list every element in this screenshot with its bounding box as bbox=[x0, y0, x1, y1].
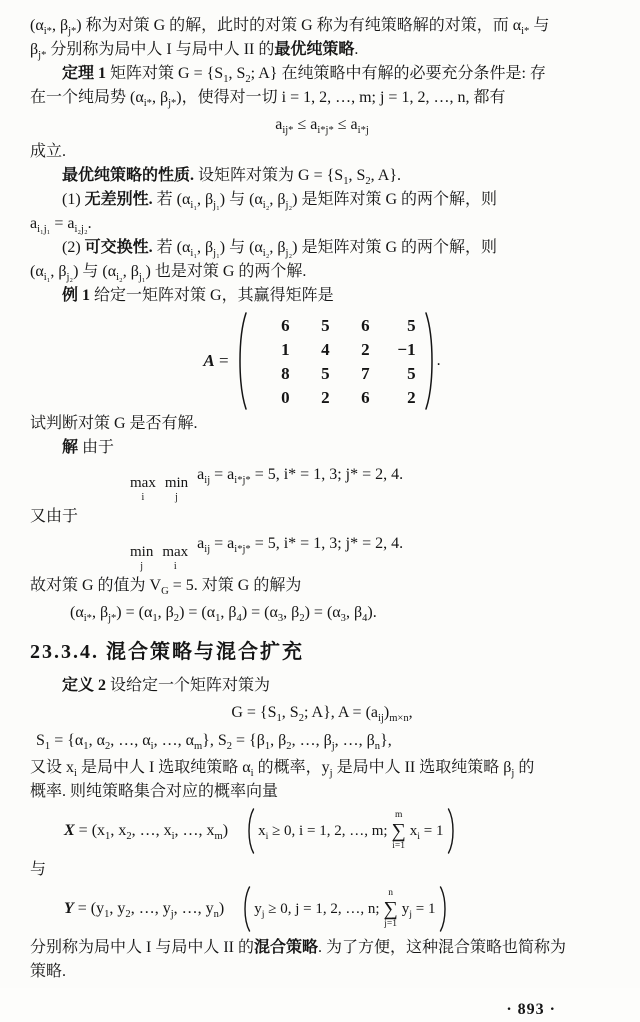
matrix-paren-right-icon bbox=[424, 311, 437, 411]
closing-line-1-pre: 分别称为局中人 I 与局中人 II 的 bbox=[30, 939, 254, 956]
closing-line-2: 策略. bbox=[30, 963, 67, 980]
payoff-matrix-block bbox=[30, 311, 614, 411]
matrix-values bbox=[248, 312, 424, 411]
theorem-1-line-1 bbox=[30, 62, 614, 86]
solutions-formula: ($\alpha_{i*}$, $\beta_{j*}) = (\alpha_1$, $\beta_2) = (\alpha_1$, $\beta_4) = (\alpha_3$, $\beta_2) = (\alpha_3$, $\beta_4$). bbox=[70, 604, 377, 625]
theorem-1-tail: 成立. bbox=[30, 143, 67, 160]
saddle-point-inequality: $a_{ij*} \le a_{i*j*} \le a_{i*j}$ bbox=[275, 116, 369, 137]
big-paren-right-icon bbox=[439, 885, 449, 933]
property-2-line-2: ($\alpha_{i_1}$, $\beta_{j_2}$) 与 ($\alpha_{i_2}$, $\beta_{j_1}$) 也是对策 G 的两个解. bbox=[30, 263, 307, 284]
maxmin-formula bbox=[30, 462, 614, 503]
theorem-1-text: 矩阵对策 $G = \{S_1$, $S_2$; A} 在纯策略中有解的必要充分条件是: 存 bbox=[106, 65, 546, 86]
max-operator: max i bbox=[162, 544, 189, 572]
x-condition-post: $x_i = 1$ bbox=[409, 823, 444, 842]
closing-line-1-post: . 为了方便，这种混合策略也简称为 bbox=[318, 939, 567, 956]
matrix-cell: 0 bbox=[281, 387, 290, 407]
page-number: · 893 · bbox=[506, 1001, 556, 1018]
properties-intro bbox=[30, 164, 614, 188]
matrix-cell: 5 bbox=[321, 363, 330, 383]
property-1-name: 无差别性. bbox=[84, 191, 153, 208]
max-operator: max i bbox=[130, 475, 156, 503]
definition-2-line bbox=[30, 674, 614, 698]
minmax-formula bbox=[30, 531, 614, 572]
optimal-pure-strategy-term: 最优纯策略 bbox=[274, 41, 355, 58]
x-vector-formula bbox=[30, 806, 614, 856]
property-1-line-1 bbox=[30, 188, 614, 212]
matrix-cell: 6 bbox=[361, 387, 370, 407]
summation-symbol: n ∑ j=1 bbox=[383, 887, 398, 929]
matrix-cell: 2 bbox=[407, 387, 416, 407]
matrix-paren-left-icon bbox=[235, 311, 248, 411]
closing-line-1 bbox=[30, 936, 614, 960]
y-condition-post: $y_j = 1$ bbox=[401, 901, 436, 920]
matrix-cell: 1 bbox=[281, 339, 290, 359]
x-symbol: X bbox=[64, 822, 75, 839]
matrix-cell: 5 bbox=[407, 363, 416, 383]
theorem-1-label: 定理 1 bbox=[62, 65, 107, 82]
also-line: 又由于 bbox=[30, 508, 79, 525]
property-2-text: 若 ($\alpha_{i_1}$, $\beta_{j_1}$) 与 ($\alpha_{i_2}$, $\beta_{j_2}$) 是矩阵对策 G 的两个解，则 bbox=[152, 239, 498, 260]
example-1-text: 给定一矩阵对策 G，其赢得矩阵是 bbox=[90, 287, 334, 304]
definition-2-text: 设给定一个矩阵对策为 bbox=[106, 677, 271, 694]
matrix-cell: 6 bbox=[361, 315, 370, 335]
properties-intro-rest: 设矩阵对策为 $G = \{S_1$, $S_2$, A}. bbox=[194, 167, 402, 188]
and-word: 与 bbox=[30, 861, 47, 878]
property-2-number: (2) bbox=[62, 239, 85, 256]
matrix-equals: = bbox=[214, 351, 229, 370]
intro-line-2 bbox=[30, 38, 614, 62]
probability-para-line-2: 概率. 则纯策略集合对应的概率向量 bbox=[30, 783, 279, 800]
example-question: 试判断对策 G 是否有解. bbox=[30, 415, 198, 432]
matrix-cell: 2 bbox=[361, 339, 370, 359]
game-definition-formula: $G = \{S_1$, $S_2$; A}, $A = (a_{ij})_{m\times n}$, bbox=[231, 704, 413, 725]
property-2-name: 可交换性. bbox=[84, 239, 153, 256]
example-1-line bbox=[30, 284, 614, 308]
matrix-symbol-A: A bbox=[203, 351, 215, 370]
solution-intro-text: 由于 bbox=[78, 439, 115, 456]
y-vector-formula bbox=[30, 884, 614, 934]
y-symbol: Y bbox=[64, 900, 74, 917]
matrix-cell: 4 bbox=[321, 339, 330, 359]
matrix-cell: 2 bbox=[321, 387, 330, 407]
game-value-line: 故对策 G 的值为 $V_G = 5$. 对策 G 的解为 bbox=[30, 577, 302, 598]
property-1-line-2: $a_{i_1j_1} = a_{i_2j_2}$. bbox=[30, 215, 92, 236]
matrix-cell: −1 bbox=[397, 339, 416, 359]
summation-symbol: m ∑ i=1 bbox=[391, 809, 406, 851]
y-vector-lhs: $Y = (y_1$, $y_2$, …, $y_j$, …, $y_n$) bbox=[64, 900, 225, 921]
intro-line-2-tail: . bbox=[354, 41, 359, 58]
property-1-text: 若 ($\alpha_{i_1}$, $\beta_{j_1}$) 与 ($\alpha_{i_2}$, $\beta_{j_2}$) 是矩阵对策 G 的两个解，则 bbox=[152, 191, 498, 212]
matrix-cell: 6 bbox=[281, 315, 290, 335]
intro-line-2-text: $\beta_{j*}$ 分别称为局中人 I 与局中人 II 的 bbox=[30, 41, 275, 62]
property-1-number: (1) bbox=[62, 191, 85, 208]
big-paren-left-icon bbox=[245, 807, 255, 855]
maxmin-formula-body: $a_{ij} = a_{i*j*} = 5$, i* = 1, 3; j* = 2, 4. bbox=[197, 466, 404, 487]
big-paren-left-icon bbox=[241, 885, 251, 933]
matrix-cell: 5 bbox=[321, 315, 330, 335]
section-heading: 23.3.4. 混合策略与混合扩充 bbox=[30, 641, 304, 663]
min-operator: min j bbox=[130, 544, 154, 572]
properties-title: 最优纯策略的性质. bbox=[62, 167, 195, 184]
big-paren-right-icon bbox=[447, 807, 457, 855]
probability-para-line-1: 又设 $x_i$ 是局中人 I 选取纯策略 $\alpha_i$ 的概率，$y_j$ 是局中人 II 选取纯策略 $\beta_j$ 的 bbox=[30, 759, 535, 780]
minmax-formula-body: $a_{ij} = a_{i*j*} = 5$, i* = 1, 3; j* = 2, 4. bbox=[197, 535, 404, 556]
matrix-tail-period: . bbox=[436, 352, 441, 369]
x-vector-lhs: $X = (x_1$, $x_2$, …, $x_i$, …, $x_m$) bbox=[64, 822, 229, 843]
solution-label: 解 bbox=[62, 439, 79, 456]
solution-intro bbox=[30, 436, 614, 460]
property-2-line-1 bbox=[30, 236, 614, 260]
min-operator: min j bbox=[164, 475, 189, 503]
definition-2-label: 定义 2 bbox=[62, 677, 107, 694]
matrix-cell: 5 bbox=[407, 315, 416, 335]
y-condition-pre: $y_j \ge 0$, j = 1, 2, …, n; bbox=[254, 901, 380, 920]
intro-line-1: ($\alpha_{i*}$, $\beta_{j*}$) 称为对策 G 的解，此时的对策 G 称为有纯策略解的对策，而 $\alpha_{i*}$ 与 bbox=[30, 17, 550, 38]
x-condition-pre: $x_i \ge 0$, i = 1, 2, …, m; bbox=[258, 823, 388, 842]
matrix-cell: 8 bbox=[281, 363, 290, 383]
strategy-sets-formula: $S_1 = \{\alpha_1$, $\alpha_2$, …, $\alpha_i$, …, $\alpha_m$}, $S_2 = \{\beta_1$, $\beta_2$, …, $\beta_j$, …, $\beta_n$}, bbox=[36, 732, 392, 753]
matrix-cell: 7 bbox=[361, 363, 370, 383]
theorem-1-line-2: 在一个纯局势 ($\alpha_{i*}$, $\beta_{j*}$)，使得对一切 i = 1, 2, …, m; j = 1, 2, …, n, 都有 bbox=[30, 89, 506, 110]
example-1-label: 例 1 bbox=[62, 287, 91, 304]
matrix-lhs bbox=[203, 349, 228, 373]
mixed-strategy-term: 混合策略 bbox=[254, 939, 319, 956]
